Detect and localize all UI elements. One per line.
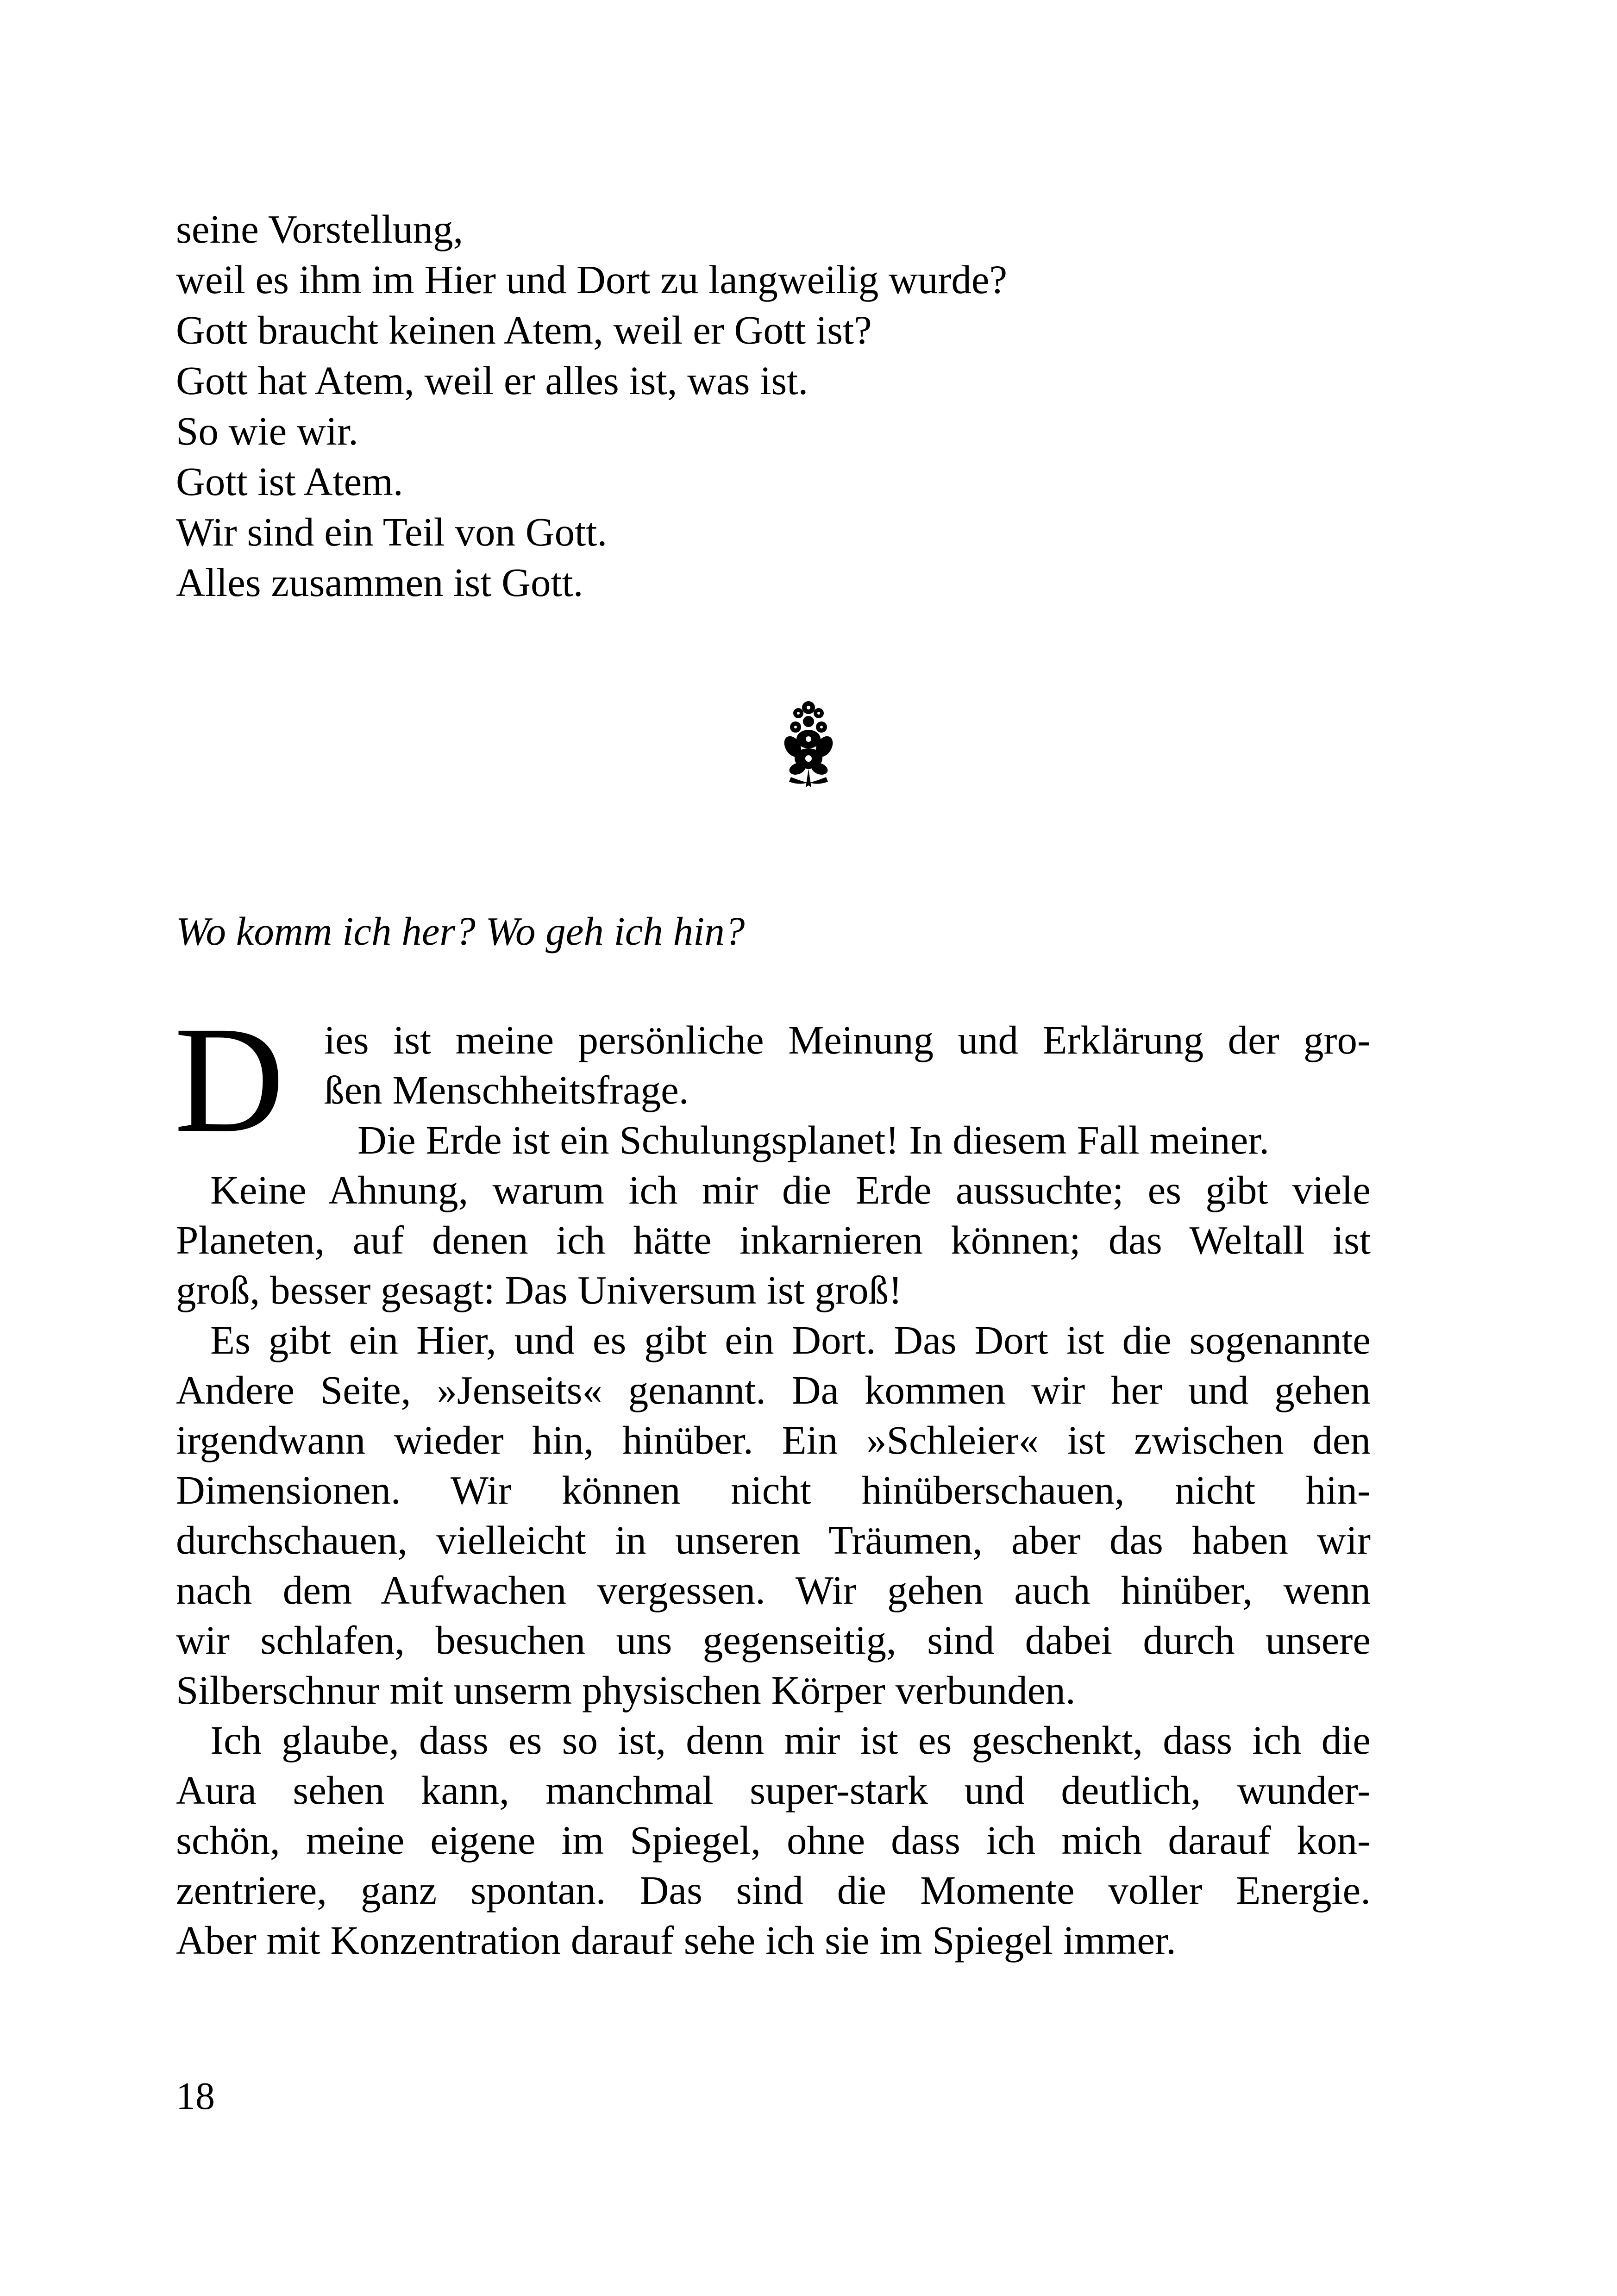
paragraph [176,1715,1371,1765]
text-line: Keine Ahnung, warum ich mir die Erde aussuchte; es gibt viele [210,1167,1371,1212]
paragraph [176,1315,1371,1365]
text-line: schön, meine eigene im Spiegel, ohne dass ich mich darauf kon- [176,1818,1371,1863]
verse-line: Alles zusammen ist Gott. [176,560,583,605]
drop-cap-paragraph [174,995,1371,1165]
verse-line: Gott hat Atem, weil er alles ist, was ist. [176,358,808,403]
text-line: Dimensionen. Wir können nicht hinüberschauen, nicht hin- [176,1468,1371,1512]
verse-line: Wir sind ein Teil von Gott. [176,509,608,554]
text-line: nach dem Aufwachen vergessen. Wir gehen auch hinüber, wenn [176,1568,1371,1612]
text-line: ßen Menschheitsfrage. [324,1067,689,1112]
verse-line: Gott ist Atem. [176,459,403,504]
text-line: Aber mit Konzentration darauf sehe ich sie im Spiegel immer. [176,1918,1176,1963]
drop-cap: D [174,995,285,1164]
verse-line: weil es ihm im Hier und Dort zu langweilig wurde? [176,257,1008,302]
text-line: Silberschnur mit unserm physischen Körper verbunden. [176,1668,1076,1713]
text-line: irgendwann wieder hin, hinüber. Ein »Schleier« ist zwischen den [176,1418,1371,1462]
text-line: Planeten, auf denen ich hätte inkarnieren können; das Weltall ist [176,1217,1371,1262]
text-line: Die Erde ist ein Schulungsplanet! In diesem Fall meiner. [357,1117,1270,1162]
page-number: 18 [176,2075,215,2118]
text-line: Es gibt ein Hier, und es gibt ein Dort. Das Dort ist die sogenannte [210,1317,1371,1362]
text-line: Aura sehen kann, manchmal super-stark und deutlich, wunder- [176,1768,1371,1813]
text-line: wir schlafen, besuchen uns gegenseitig, sind dabei durch unsere [176,1618,1371,1662]
text-line: Andere Seite, »Jenseits« genannt. Da kommen wir her und gehen [176,1368,1371,1412]
text-line: ies ist meine persönliche Meinung und Erklärung der gro- [324,1017,1371,1062]
body-text [174,995,1371,1965]
verse-line: So wie wir. [176,408,358,453]
paragraph [176,1165,1371,1215]
text-line: zentriere, ganz spontan. Das sind die Momente voller Energie. [176,1868,1371,1913]
text-line: Ich glaube, dass es so ist, denn mir ist es geschenkt, dass ich die [210,1718,1371,1763]
verse-block [176,204,1371,608]
text-line: groß, besser gesagt: Das Universum ist groß! [176,1267,903,1312]
verse-line: seine Vorstellung, [176,207,464,251]
text-line: durchschauen, vielleicht in unseren Träumen, aber das haben wir [176,1518,1371,1562]
floral-ornament-icon [782,695,835,792]
verse-line: Gott braucht keinen Atem, weil er Gott ist? [176,307,872,352]
section-title: Wo komm ich her? Wo geh ich hin? [176,909,745,954]
